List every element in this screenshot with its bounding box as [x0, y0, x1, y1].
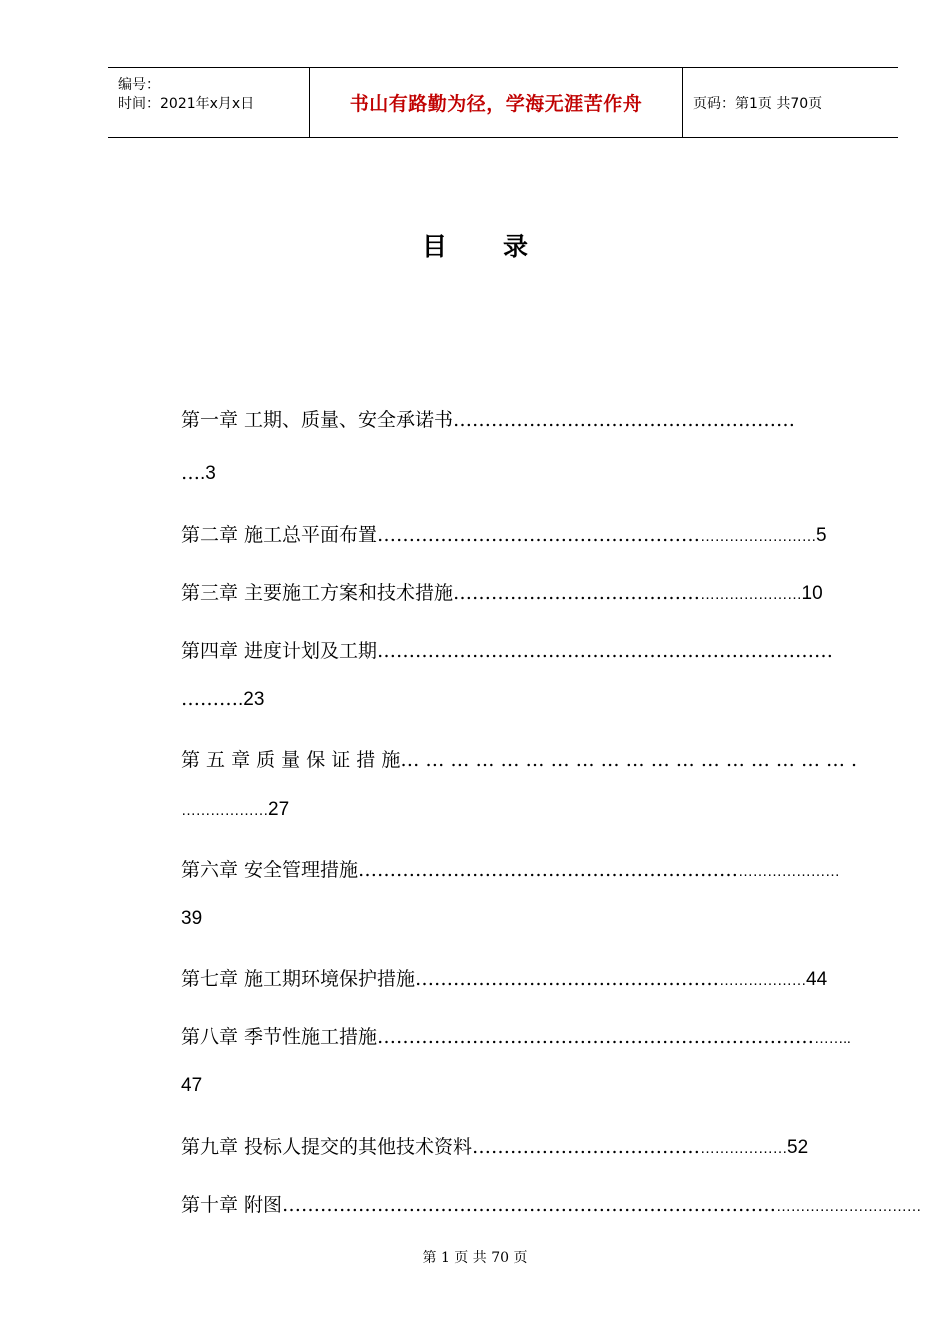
toc-label: 第一章 工期、质量、安全承诺书 — [181, 409, 454, 431]
toc-label: 第十章 附图 — [181, 1194, 283, 1216]
toc-dots-small: ……………… — [719, 972, 807, 989]
toc-dots-small: ………………… — [700, 586, 802, 603]
toc-dots-small: …….. — [814, 1030, 851, 1047]
toc-entry-10[interactable] — [181, 1190, 921, 1217]
toc-page-number: 10 — [801, 583, 823, 604]
toc-dots: …………………………………………………… — [358, 859, 739, 881]
toc-entry-8[interactable] — [181, 1022, 850, 1049]
toc-dots-small: ………………………… — [776, 1198, 922, 1215]
toc-page-number: .23 — [238, 689, 265, 710]
header-number-label: 编号： — [118, 77, 160, 93]
toc-entry-8-continued[interactable] — [181, 1074, 202, 1097]
page-header — [108, 67, 898, 138]
header-slogan: 书山有路勤为径，学海无涯苦作舟 — [349, 93, 643, 115]
header-time-label: 时间：2021年x月x日 — [118, 96, 255, 112]
toc-label: 第 五 章 质 量 保 证 措 施 — [181, 749, 401, 771]
toc-label: 第四章 进度计划及工期 — [181, 640, 378, 662]
toc-page-number: 5 — [816, 525, 827, 546]
toc-entry-6-continued[interactable] — [181, 907, 202, 930]
toc-dots: …………………………………………………………… — [377, 1026, 815, 1048]
toc-entry-4-continued[interactable] — [181, 688, 264, 711]
toc-dots: ……… — [181, 688, 238, 710]
toc-entry-1[interactable] — [181, 405, 795, 432]
header-left-cell — [108, 68, 310, 137]
toc-dots: …………………………………………………………………… — [282, 1194, 777, 1216]
page-title — [0, 227, 950, 263]
toc-entry-7[interactable] — [181, 964, 827, 991]
toc-page-number: 27 — [268, 799, 290, 820]
toc-dots: ……………………………… — [472, 1136, 701, 1158]
toc-page-number: 47 — [181, 1075, 203, 1096]
toc-dots-small: …………………… — [700, 528, 817, 545]
toc-label: 第九章 投标人提交的其他技术资料 — [181, 1136, 473, 1158]
toc-entry-6[interactable] — [181, 855, 840, 882]
toc-label: 第六章 安全管理措施 — [181, 859, 359, 881]
toc-label: 第三章 主要施工方案和技术措施 — [181, 582, 454, 604]
toc-dots-small: ………………… — [738, 863, 840, 880]
toc-entry-1-continued[interactable] — [181, 462, 216, 485]
toc-dots: ……………………………………………………………… — [377, 640, 834, 662]
toc-dots: ………………………………………… — [415, 968, 720, 990]
toc-dots: ………………………………… — [453, 582, 701, 604]
page-footer: 第 1 页 共 70 页 — [422, 1250, 528, 1266]
toc-entry-4[interactable] — [181, 636, 833, 663]
toc-entry-2[interactable] — [181, 520, 827, 547]
toc-dots-small: ……………… — [181, 802, 268, 819]
toc-dots: …………………………………………… — [377, 524, 701, 546]
toc-entry-3[interactable] — [181, 578, 823, 605]
header-slogan-cell — [310, 68, 683, 137]
toc-dots-small: ……………… — [700, 1140, 788, 1157]
toc-label: 第二章 施工总平面布置 — [181, 524, 378, 546]
title-char-1: 目 — [421, 232, 447, 261]
toc-dots: … … … … … … … … … … … … … … … … … … . — [400, 749, 858, 771]
toc-page-number: 39 — [181, 908, 203, 929]
toc-dots: … — [181, 462, 200, 484]
toc-entry-9[interactable] — [181, 1132, 808, 1159]
toc-label: 第八章 季节性施工措施 — [181, 1026, 378, 1048]
header-page-info: 页码：第1页 共70页 — [693, 95, 823, 112]
toc-page-number: 44 — [806, 969, 828, 990]
toc-page-number: 52 — [787, 1137, 809, 1158]
toc-entry-5-continued[interactable] — [181, 798, 289, 821]
title-char-2: 录 — [503, 232, 529, 261]
toc-page-number: .3 — [200, 463, 216, 484]
toc-entry-5[interactable] — [181, 745, 857, 772]
toc-dots: ……………………………………………… — [453, 409, 796, 431]
toc-label: 第七章 施工期环境保护措施 — [181, 968, 416, 990]
